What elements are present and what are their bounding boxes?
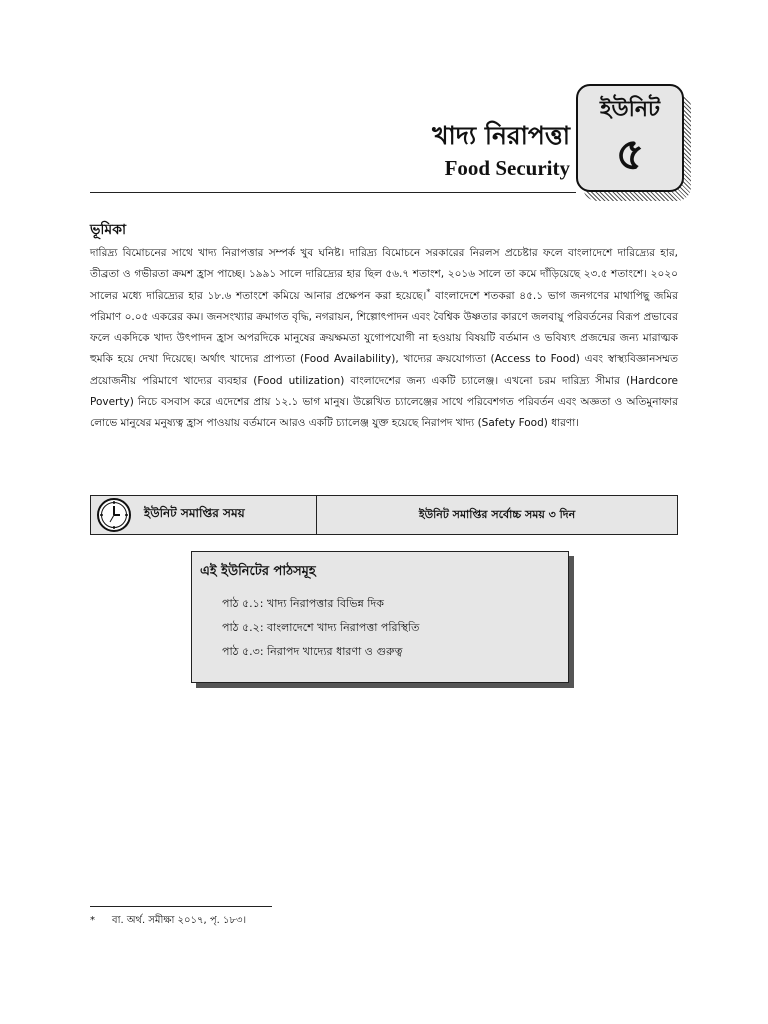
clock-icon xyxy=(96,497,132,533)
lesson-item: পাঠ ৫.২: বাংলাদেশে খাদ্য নিরাপত্তা পরিস্থিতি xyxy=(222,621,420,634)
intro-paragraph xyxy=(90,243,678,435)
footnote xyxy=(90,913,246,930)
unit-time-value: ইউনিট সমাপ্তির সর্বোচ্চ সময় ৩ দিন xyxy=(317,496,677,534)
unit-badge-label: ইউনিট xyxy=(600,97,660,122)
unit-time-label: ইউনিট সমাপ্তির সময় xyxy=(144,506,245,520)
lesson-item: পাঠ ৫.১: খাদ্য নিরাপত্তার বিভিন্ন দিক xyxy=(222,597,384,610)
lessons-box xyxy=(191,551,569,683)
lessons-list xyxy=(222,592,419,664)
unit-time-table xyxy=(90,495,678,535)
unit-badge-number: ৫ xyxy=(615,129,645,180)
unit-title-english: Food Security xyxy=(444,156,570,180)
unit-badge xyxy=(576,84,684,192)
footnote-divider xyxy=(90,906,272,907)
intro-text-part2: বাংলাদেশে শতকরা ৪৫.১ ভাগ জনগণের মাথাপিছু জমির পরিমাণ ০.০৫ একরের কম। জনসংখ্যার ক্রমাগত বৃদ্ধি, নগরায়ন, শিল্পোৎপাদন এবং বৈশ্বিক উষ্ণতার কারণে জলবায়ু পরিবর্তনের বিরূপ প্রভাবের ফলে একদিকে খাদ্য উৎপাদন হ্রাস অপরদিকে মানুষের ক্রয়ক্ষমতা যুগোপযোগী না হওয়ায় বিষয়টি বর্তমান ও ভবিষ্যৎ প্রজন্মের জন্য মারাত্মক হুমকি হয়ে দেখা দিয়েছে। অর্থাৎ খাদ্যের প্রাপ্যতা (Food Availability), খাদ্যের ক্রয়যোগ্যতা (Access to Food) এবং স্বাস্থ্যবিজ্ঞানসম্মত প্রয়োজনীয় পরিমাণে খাদ্যের ব্যবহার (Food utilization) বাংলাদেশের জন্য একটি চ্যালেঞ্জ। এখনো চরম দারিদ্র্য সীমার (Hardcore Poverty) নিচে বসবাস করে এদেশের প্রায় ১২.১ ভাগ মানুষ। উল্লেখিত চ্যালেঞ্জের সাথে পরিবেশগত পরিবর্তন এবং অজ্ঞতা ও অতিমুনাফার লোভে মানুষের মনুষ্যত্ব হ্রাস পাওয়ায় বর্তমানে আরও একটি চ্যালেঞ্জ যুক্ত হয়েছে নিরাপদ খাদ্য (Safety Food) ধারণা। xyxy=(90,289,679,430)
lesson-item: পাঠ ৫.৩: নিরাপদ খাদ্যের ধারণা ও গুরুত্ব xyxy=(222,645,403,658)
footnote-reference: * xyxy=(426,287,431,297)
lessons-title: এই ইউনিটের পাঠসমূহ xyxy=(200,564,316,579)
footnote-marker: * xyxy=(90,915,95,926)
intro-heading: ভূমিকা xyxy=(90,222,127,238)
header-divider xyxy=(90,192,576,193)
footnote-text: বা. অর্থ. সমীক্ষা ২০১৭, পৃ. ১৮৩। xyxy=(112,915,247,926)
intro-text-part1: দারিদ্র্য বিমোচনের সাথে খাদ্য নিরাপত্তার সম্পর্ক খুব ঘনিষ্ট। দারিদ্র্য বিমোচনে সরকারের নিরলস প্রচেষ্টার ফলে বাংলাদেশে দারিদ্র্যের হার, তীব্রতা ও গভীরতা ক্রমশ হ্রাস পাচ্ছে। ১৯৯১ সালে দারিদ্র্যের হার ছিল ৫৬.৭ শতাংশ, ২০১৬ সালে তা কমে দাঁড়িয়েছে ২৩.৫ শতাংশে। ২০২০ সালের মধ্যে দারিদ্র্যের হার ১৮.৬ শতাংশে কমিয়ে আনার প্রক্ষেপন করা হয়েছে। xyxy=(90,247,678,302)
unit-time-label-cell xyxy=(91,496,317,534)
unit-title-bengali: খাদ্য নিরাপত্তা xyxy=(432,121,570,150)
